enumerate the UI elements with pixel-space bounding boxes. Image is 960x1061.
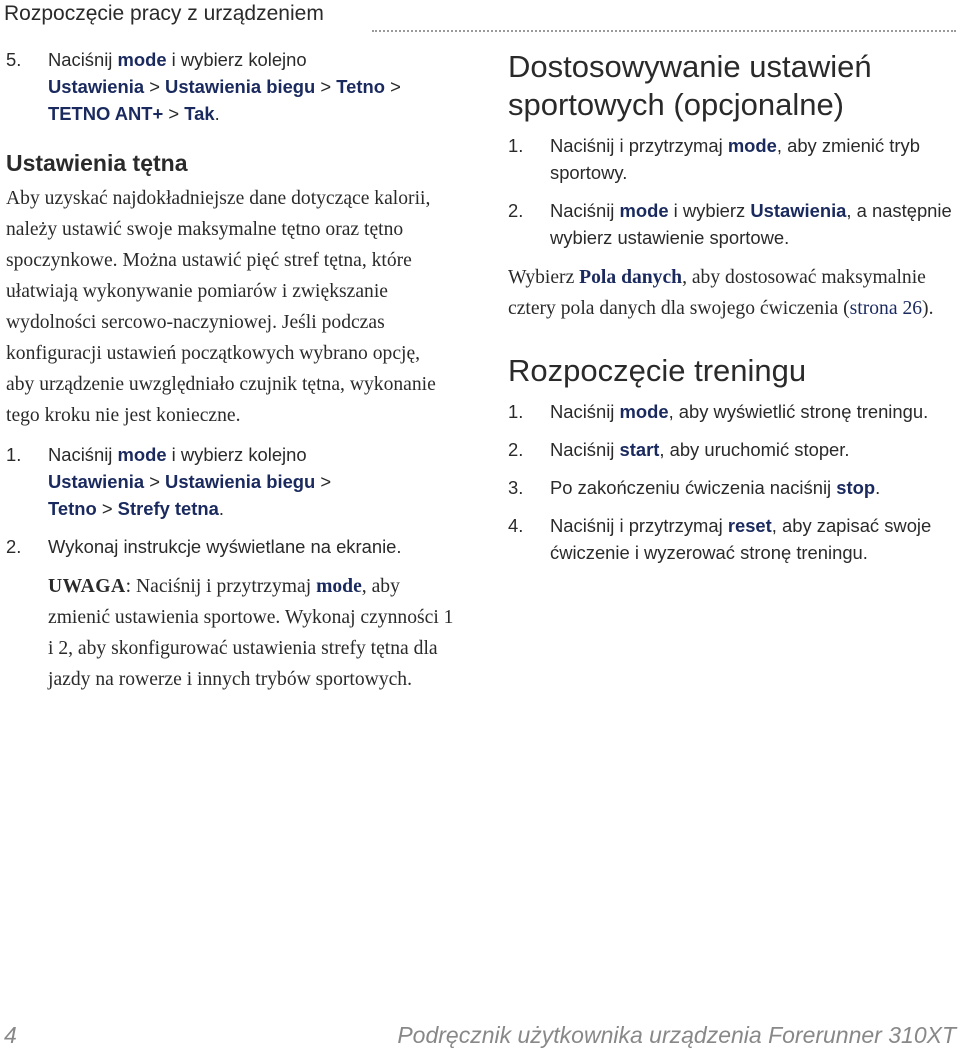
key-mode: mode <box>727 135 777 156</box>
key-mode: mode <box>619 401 669 422</box>
step-text: , aby uruchomić stoper. <box>659 439 850 460</box>
step-text: Naciśnij <box>48 444 118 465</box>
step-3 <box>508 474 958 501</box>
step-text: . <box>875 477 881 498</box>
step-5 <box>6 46 456 127</box>
step-1 <box>6 441 456 522</box>
paragraph-text: , aby dostosować maksymalnie cztery pola danych dla swojego ćwiczenia ( <box>508 267 926 319</box>
page-reference-link[interactable]: strona 26 <box>849 298 923 319</box>
step-text: , aby zapisać swoje ćwiczenie i wyzerować stronę treningu. <box>550 515 932 563</box>
punctuation: . <box>218 498 224 519</box>
step-text: Naciśnij <box>550 200 620 221</box>
menu-ustawienia: Ustawienia <box>48 76 145 97</box>
page-number: 4 <box>4 1022 17 1048</box>
menu-tetno: Tetno <box>48 498 97 519</box>
menu-separator: > <box>96 498 118 519</box>
footer-manual-title: Podręcznik użytkownika urządzenia Forerunner 310XT <box>397 1022 956 1048</box>
step-text: Po zakończeniu ćwiczenia naciśnij <box>550 477 837 498</box>
menu-separator: > <box>144 471 166 492</box>
heading-dostosowywanie: Dostosowywanie ustawień sportowych (opcjonalne) <box>508 49 872 122</box>
step-1 <box>508 398 958 425</box>
step-text: , aby zmienić tryb sportowy. <box>550 135 920 183</box>
key-mode: mode <box>117 444 167 465</box>
step-number: 2. <box>508 439 524 460</box>
menu-tetno: Tetno <box>336 76 385 97</box>
step-text: i wybierz <box>668 200 751 221</box>
step-text: Naciśnij i przytrzymaj <box>550 135 728 156</box>
key-mode: mode <box>117 49 167 70</box>
key-reset: reset <box>727 515 772 536</box>
menu-separator: > <box>315 76 337 97</box>
key-mode: mode <box>619 200 669 221</box>
step-2 <box>508 197 958 251</box>
step-text: Wykonaj instrukcje wyświetlane na ekranie. <box>48 536 402 557</box>
running-header: Rozpoczęcie pracy z urządzeniem <box>4 2 324 25</box>
step-number: 5. <box>6 49 22 70</box>
step-text: Naciśnij <box>550 401 620 422</box>
step-text: Naciśnij <box>48 49 118 70</box>
menu-ustawienia: Ustawienia <box>750 200 847 221</box>
menu-separator: > <box>163 103 185 124</box>
key-mode: mode <box>316 576 362 597</box>
menu-strefy-tetna: Strefy tetna <box>117 498 219 519</box>
note-text: , aby zmienić ustawienia sportowe. Wykonaj czynności 1 i 2, aby skonfigurować ustawienia strefy tętna dla jazdy na rowerze i innych trybów sportowych. <box>48 576 454 690</box>
menu-ustawienia-biegu: Ustawienia biegu <box>165 471 316 492</box>
step-text: i wybierz kolejno <box>166 444 307 465</box>
step-text: Naciśnij <box>550 439 620 460</box>
note-label: UWAGA <box>48 576 126 597</box>
step-text: Naciśnij i przytrzymaj <box>550 515 728 536</box>
step-4 <box>508 512 958 566</box>
menu-separator: > <box>144 76 166 97</box>
menu-separator: > <box>315 471 332 492</box>
menu-tak: Tak <box>184 103 215 124</box>
step-text: , aby wyświetlić stronę treningu. <box>668 401 929 422</box>
step-1 <box>508 132 958 186</box>
step-text: i wybierz kolejno <box>166 49 307 70</box>
step-number: 1. <box>6 444 22 465</box>
step-number: 1. <box>508 135 524 156</box>
menu-separator: > <box>384 76 401 97</box>
step-text: , a następnie wybierz ustawienie sportowe. <box>550 200 952 248</box>
paragraph-heart-rate: Aby uzyskać najdokładniejsze dane dotyczące kalorii, należy ustawić swoje maksymalne tętno oraz tętno spoczynkowe. Można ustawić pięć stref tętna, które ułatwiają wykonywanie pomiarów i zwiększanie wydolności sercowo-naczyniowej. Jeśli podczas konfiguracji ustawień początkowych wybrano opcję, aby urządzenie uwzględniało czujnik tętna, wykonanie tego kroku nie jest konieczne. <box>6 188 436 426</box>
step-2 <box>6 533 456 560</box>
step-number: 3. <box>508 477 524 498</box>
heading-rozpoczecie-treningu: Rozpoczęcie treningu <box>508 353 807 388</box>
step-number: 4. <box>508 515 524 536</box>
menu-ustawienia: Ustawienia <box>48 471 145 492</box>
paragraph-text: ). <box>922 298 934 319</box>
paragraph-text: Wybierz <box>508 267 580 288</box>
left-column <box>6 46 456 695</box>
heading-ustawienia-tetna: Ustawienia tętna <box>6 150 188 176</box>
punctuation: . <box>214 103 220 124</box>
step-number: 1. <box>508 401 524 422</box>
menu-pola-danych: Pola danych <box>579 267 683 288</box>
step-number: 2. <box>508 200 524 221</box>
paragraph-pola-danych <box>508 262 938 324</box>
note-uwaga <box>48 571 456 695</box>
key-stop: stop <box>836 477 876 498</box>
header-divider <box>372 30 956 32</box>
note-text: : Naciśnij i przytrzymaj <box>125 576 317 597</box>
right-column <box>508 48 958 577</box>
step-number: 2. <box>6 536 22 557</box>
menu-ustawienia-biegu: Ustawienia biegu <box>165 76 316 97</box>
menu-tetno-ant: TETNO ANT+ <box>48 103 164 124</box>
key-start: start <box>619 439 660 460</box>
step-2 <box>508 436 958 463</box>
